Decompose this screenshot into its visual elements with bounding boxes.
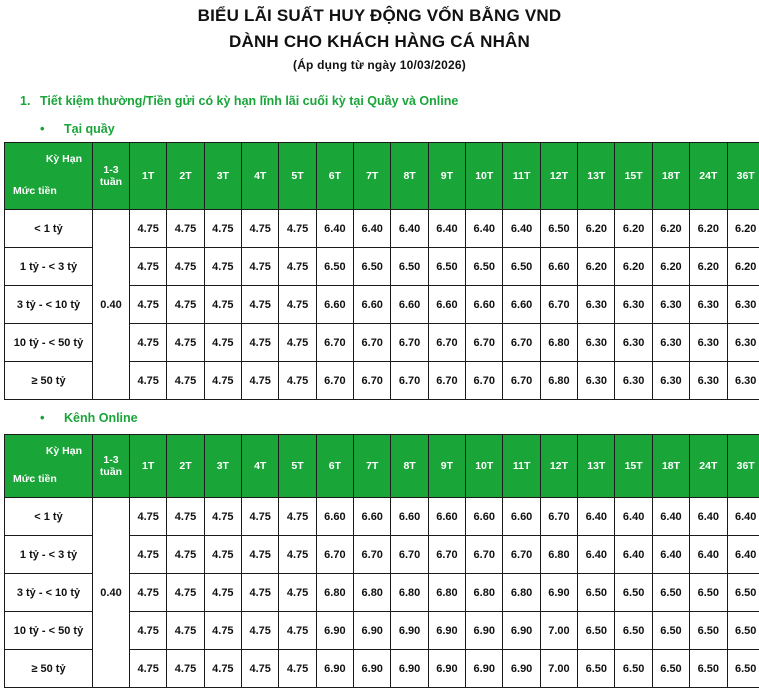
term-header: 7T [354, 435, 391, 498]
rate-cell: 6.50 [391, 248, 428, 286]
rate-cell: 6.30 [578, 286, 615, 324]
amount-header-label: Mức tiền [13, 473, 57, 485]
bullet-icon: • [40, 121, 45, 136]
rate-cell: 6.30 [690, 324, 727, 362]
rate-cell: 6.60 [354, 286, 391, 324]
rate-cell: 6.30 [652, 324, 689, 362]
rate-cell: 6.70 [316, 536, 353, 574]
rate-cell: 4.75 [130, 248, 167, 286]
effective-date: (Áp dụng từ ngày 10/03/2026) [293, 58, 466, 72]
rate-cell: 6.50 [428, 248, 465, 286]
rate-cell: 6.70 [354, 324, 391, 362]
rate-cell: 4.75 [167, 248, 204, 286]
rate-cell: 4.75 [242, 362, 279, 400]
rate-cell: 6.80 [391, 574, 428, 612]
rate-cell: 6.80 [466, 574, 503, 612]
rate-cell: 6.50 [615, 612, 652, 650]
rate-cell: 6.40 [428, 210, 465, 248]
term-header: 6T [316, 143, 353, 210]
rate-cell: 6.20 [690, 248, 727, 286]
corner-header [5, 143, 93, 210]
rate-cell: 4.75 [242, 210, 279, 248]
term-header: 36T [727, 143, 759, 210]
rate-cell: 6.20 [727, 210, 759, 248]
term-header: 3T [204, 435, 241, 498]
weeks-header [93, 143, 130, 210]
amount-tier: 1 tỷ - < 3 tỷ [5, 248, 93, 286]
rate-cell: 4.75 [130, 536, 167, 574]
document-title-line2: DÀNH CHO KHÁCH HÀNG CÁ NHÂN [229, 32, 530, 51]
rate-cell: 6.90 [466, 650, 503, 688]
rate-cell: 6.70 [466, 362, 503, 400]
amount-tier: ≥ 50 tỷ [5, 362, 93, 400]
rate-cell: 4.75 [279, 574, 316, 612]
term-header-label: Kỳ Hạn [45, 445, 82, 457]
rate-cell: 4.75 [130, 324, 167, 362]
term-header: 18T [652, 435, 689, 498]
rate-cell: 6.80 [316, 574, 353, 612]
rate-cell: 4.75 [242, 286, 279, 324]
term-header-label: Kỳ Hạn [45, 153, 82, 165]
term-header: 24T [690, 143, 727, 210]
rate-cell: 4.75 [279, 650, 316, 688]
rate-cell: 6.90 [391, 650, 428, 688]
rate-cell: 6.60 [503, 498, 540, 536]
rate-cell: 6.20 [652, 248, 689, 286]
rate-cell: 4.75 [167, 612, 204, 650]
rate-cell: 6.20 [652, 210, 689, 248]
rate-cell: 6.30 [727, 362, 759, 400]
rate-cell: 6.50 [578, 574, 615, 612]
term-header: 24T [690, 435, 727, 498]
rate-cell: 6.80 [540, 324, 577, 362]
document-title: BIỂU LÃI SUẤT HUY ĐỘNG VỐN BẰNG VND [197, 6, 562, 25]
rate-cell: 4.75 [204, 574, 241, 612]
amount-header-label: Mức tiền [13, 185, 57, 197]
rate-cell: 6.50 [690, 650, 727, 688]
rate-cell: 4.75 [204, 210, 241, 248]
rate-cell: 6.40 [652, 536, 689, 574]
rate-cell: 6.70 [540, 286, 577, 324]
rate-cell: 6.70 [540, 498, 577, 536]
rate-cell: 4.75 [167, 286, 204, 324]
rate-cell: 4.75 [242, 650, 279, 688]
term-header: 1T [130, 143, 167, 210]
section-heading [20, 94, 458, 108]
rate-cell: 6.70 [428, 324, 465, 362]
rate-cell: 6.70 [503, 362, 540, 400]
rate-cell: 6.50 [578, 650, 615, 688]
rate-1-3-weeks: 0.40 [93, 498, 130, 688]
rate-cell: 6.30 [652, 286, 689, 324]
term-header: 18T [652, 143, 689, 210]
rate-cell: 6.30 [652, 362, 689, 400]
rate-cell: 4.75 [242, 612, 279, 650]
rate-cell: 6.30 [727, 286, 759, 324]
rate-cell: 4.75 [279, 362, 316, 400]
term-header: 4T [242, 435, 279, 498]
rate-cell: 6.30 [727, 324, 759, 362]
term-header: 8T [391, 143, 428, 210]
rate-cell: 6.90 [428, 612, 465, 650]
term-header: 15T [615, 143, 652, 210]
rate-cell: 6.40 [503, 210, 540, 248]
rate-cell: 4.75 [242, 498, 279, 536]
term-header: 11T [503, 435, 540, 498]
rate-cell: 6.40 [615, 498, 652, 536]
rate-cell: 6.20 [615, 248, 652, 286]
rate-cell: 4.75 [167, 536, 204, 574]
rate-cell: 6.30 [578, 324, 615, 362]
term-header: 6T [316, 435, 353, 498]
rate-cell: 6.40 [578, 498, 615, 536]
weeks-header-line2: tuần [99, 176, 123, 188]
rate-cell: 6.90 [540, 574, 577, 612]
rate-cell: 6.60 [428, 498, 465, 536]
rate-cell: 6.30 [615, 324, 652, 362]
rate-cell: 6.50 [690, 574, 727, 612]
rate-cell: 6.90 [316, 650, 353, 688]
rate-cell: 6.90 [354, 612, 391, 650]
rate-cell: 6.50 [652, 612, 689, 650]
term-header: 36T [727, 435, 759, 498]
amount-tier: 3 tỷ - < 10 tỷ [5, 286, 93, 324]
rate-cell: 6.60 [354, 498, 391, 536]
amount-tier: ≥ 50 tỷ [5, 650, 93, 688]
rate-cell: 4.75 [204, 362, 241, 400]
rate-cell: 4.75 [167, 362, 204, 400]
term-header: 5T [279, 435, 316, 498]
rate-cell: 6.60 [466, 286, 503, 324]
rate-cell: 6.60 [391, 286, 428, 324]
rate-cell: 4.75 [204, 324, 241, 362]
term-header: 10T [466, 143, 503, 210]
rate-cell: 4.75 [130, 574, 167, 612]
rate-cell: 4.75 [167, 324, 204, 362]
rate-cell: 4.75 [279, 210, 316, 248]
rate-cell: 6.60 [428, 286, 465, 324]
header-row [5, 435, 759, 498]
term-header: 12T [540, 143, 577, 210]
term-header: 13T [578, 143, 615, 210]
term-header: 11T [503, 143, 540, 210]
rate-cell: 6.40 [690, 536, 727, 574]
rate-cell: 4.75 [130, 362, 167, 400]
rate-cell: 6.70 [503, 536, 540, 574]
table-row [5, 498, 759, 536]
weeks-header-line2: tuần [99, 466, 123, 478]
rate-cell: 6.50 [466, 248, 503, 286]
rate-cell: 4.75 [279, 612, 316, 650]
amount-tier: 3 tỷ - < 10 tỷ [5, 574, 93, 612]
rate-cell: 6.50 [578, 612, 615, 650]
rate-cell: 6.50 [316, 248, 353, 286]
rate-cell: 6.70 [316, 362, 353, 400]
rate-cell: 6.90 [391, 612, 428, 650]
rate-cell: 4.75 [242, 536, 279, 574]
rate-cell: 6.70 [466, 324, 503, 362]
rate-cell: 7.00 [540, 612, 577, 650]
term-header: 7T [354, 143, 391, 210]
header-row [5, 143, 759, 210]
rate-cell: 6.30 [690, 286, 727, 324]
rate-cell: 6.40 [391, 210, 428, 248]
rate-cell: 6.90 [316, 612, 353, 650]
counter-label: Tại quầy [64, 122, 115, 136]
rate-cell: 6.90 [503, 650, 540, 688]
rate-cell: 6.60 [316, 286, 353, 324]
rate-cell: 6.40 [690, 498, 727, 536]
rate-cell: 6.80 [428, 574, 465, 612]
rate-cell: 4.75 [204, 650, 241, 688]
term-header: 13T [578, 435, 615, 498]
rate-cell: 6.20 [615, 210, 652, 248]
online-subheading [40, 410, 138, 425]
amount-tier: < 1 tỷ [5, 498, 93, 536]
term-header: 5T [279, 143, 316, 210]
rate-cell: 6.90 [428, 650, 465, 688]
rate-cell: 4.75 [167, 498, 204, 536]
rate-cell: 6.20 [578, 248, 615, 286]
rate-cell: 6.90 [503, 612, 540, 650]
rate-cell: 4.75 [204, 498, 241, 536]
rate-cell: 6.70 [466, 536, 503, 574]
corner-header [5, 435, 93, 498]
rate-cell: 4.75 [204, 248, 241, 286]
rate-cell: 6.40 [466, 210, 503, 248]
rate-cell: 7.00 [540, 650, 577, 688]
term-header: 8T [391, 435, 428, 498]
rate-cell: 4.75 [279, 324, 316, 362]
rate-cell: 6.30 [578, 362, 615, 400]
rate-cell: 6.20 [727, 248, 759, 286]
rate-cell: 6.30 [615, 286, 652, 324]
rate-cell: 6.30 [615, 362, 652, 400]
counter-rate-table [4, 142, 759, 400]
rate-cell: 6.40 [354, 210, 391, 248]
bullet-icon: • [40, 410, 45, 425]
rate-cell: 6.50 [503, 248, 540, 286]
rate-cell: 6.50 [652, 650, 689, 688]
rate-cell: 6.30 [690, 362, 727, 400]
rate-cell: 4.75 [242, 248, 279, 286]
weeks-header-line1: 1-3 [103, 164, 119, 176]
weeks-header [93, 435, 130, 498]
online-rate-table [4, 434, 759, 688]
rate-cell: 4.75 [204, 536, 241, 574]
rate-cell: 6.40 [727, 498, 759, 536]
rate-cell: 4.75 [279, 248, 316, 286]
amount-tier: 10 tỷ - < 50 tỷ [5, 324, 93, 362]
rate-cell: 6.50 [354, 248, 391, 286]
rate-cell: 6.70 [391, 362, 428, 400]
rate-cell: 6.40 [316, 210, 353, 248]
rate-cell: 6.60 [503, 286, 540, 324]
term-header: 2T [167, 435, 204, 498]
rate-cell: 6.50 [615, 574, 652, 612]
rate-cell: 4.75 [279, 498, 316, 536]
term-header: 2T [167, 143, 204, 210]
rate-cell: 6.90 [466, 612, 503, 650]
rate-cell: 4.75 [167, 210, 204, 248]
rate-cell: 4.75 [130, 612, 167, 650]
rate-cell: 6.60 [466, 498, 503, 536]
rate-cell: 6.70 [391, 536, 428, 574]
rate-cell: 6.50 [727, 650, 759, 688]
rate-cell: 6.70 [428, 536, 465, 574]
counter-subheading [40, 121, 115, 136]
term-header: 12T [540, 435, 577, 498]
rate-cell: 6.50 [652, 574, 689, 612]
rate-cell: 6.40 [652, 498, 689, 536]
rate-cell: 6.40 [615, 536, 652, 574]
term-header: 10T [466, 435, 503, 498]
rate-cell: 6.80 [540, 362, 577, 400]
rate-cell: 6.70 [391, 324, 428, 362]
rate-cell: 4.75 [130, 650, 167, 688]
rate-cell: 4.75 [242, 324, 279, 362]
term-header: 4T [242, 143, 279, 210]
amount-tier: 10 tỷ - < 50 tỷ [5, 612, 93, 650]
rate-cell: 6.20 [578, 210, 615, 248]
online-label: Kênh Online [64, 411, 138, 425]
rate-cell: 4.75 [279, 286, 316, 324]
rate-cell: 4.75 [279, 536, 316, 574]
rate-cell: 6.70 [354, 362, 391, 400]
table-row [5, 210, 759, 248]
rate-cell: 6.70 [354, 536, 391, 574]
rate-cell: 6.60 [391, 498, 428, 536]
rate-cell: 6.40 [578, 536, 615, 574]
rate-cell: 4.75 [130, 210, 167, 248]
amount-tier: < 1 tỷ [5, 210, 93, 248]
section-title: Tiết kiệm thường/Tiền gửi có kỳ hạn lĩnh lãi cuối kỳ tại Quầy và Online [40, 94, 459, 108]
rate-cell: 6.40 [727, 536, 759, 574]
term-header: 9T [428, 435, 465, 498]
section-number: 1. [20, 94, 31, 108]
rate-cell: 4.75 [204, 612, 241, 650]
rate-cell: 4.75 [167, 650, 204, 688]
rate-cell: 4.75 [130, 286, 167, 324]
rate-cell: 4.75 [242, 574, 279, 612]
term-header: 3T [204, 143, 241, 210]
term-header: 1T [130, 435, 167, 498]
rate-cell: 6.70 [428, 362, 465, 400]
rate-cell: 4.75 [130, 498, 167, 536]
rate-cell: 6.80 [503, 574, 540, 612]
rate-cell: 6.80 [540, 536, 577, 574]
rate-cell: 4.75 [167, 574, 204, 612]
rate-1-3-weeks: 0.40 [93, 210, 130, 400]
amount-tier: 1 tỷ - < 3 tỷ [5, 536, 93, 574]
term-header: 15T [615, 435, 652, 498]
rate-cell: 6.20 [690, 210, 727, 248]
rate-cell: 4.75 [204, 286, 241, 324]
term-header: 9T [428, 143, 465, 210]
rate-cell: 6.50 [540, 210, 577, 248]
rate-cell: 6.50 [727, 612, 759, 650]
weeks-header-line1: 1-3 [103, 454, 119, 466]
rate-cell: 6.60 [540, 248, 577, 286]
rate-cell: 6.50 [727, 574, 759, 612]
rate-cell: 6.50 [690, 612, 727, 650]
rate-cell: 6.70 [316, 324, 353, 362]
rate-cell: 6.60 [316, 498, 353, 536]
rate-cell: 6.70 [503, 324, 540, 362]
rate-cell: 6.90 [354, 650, 391, 688]
rate-cell: 6.80 [354, 574, 391, 612]
rate-cell: 6.50 [615, 650, 652, 688]
